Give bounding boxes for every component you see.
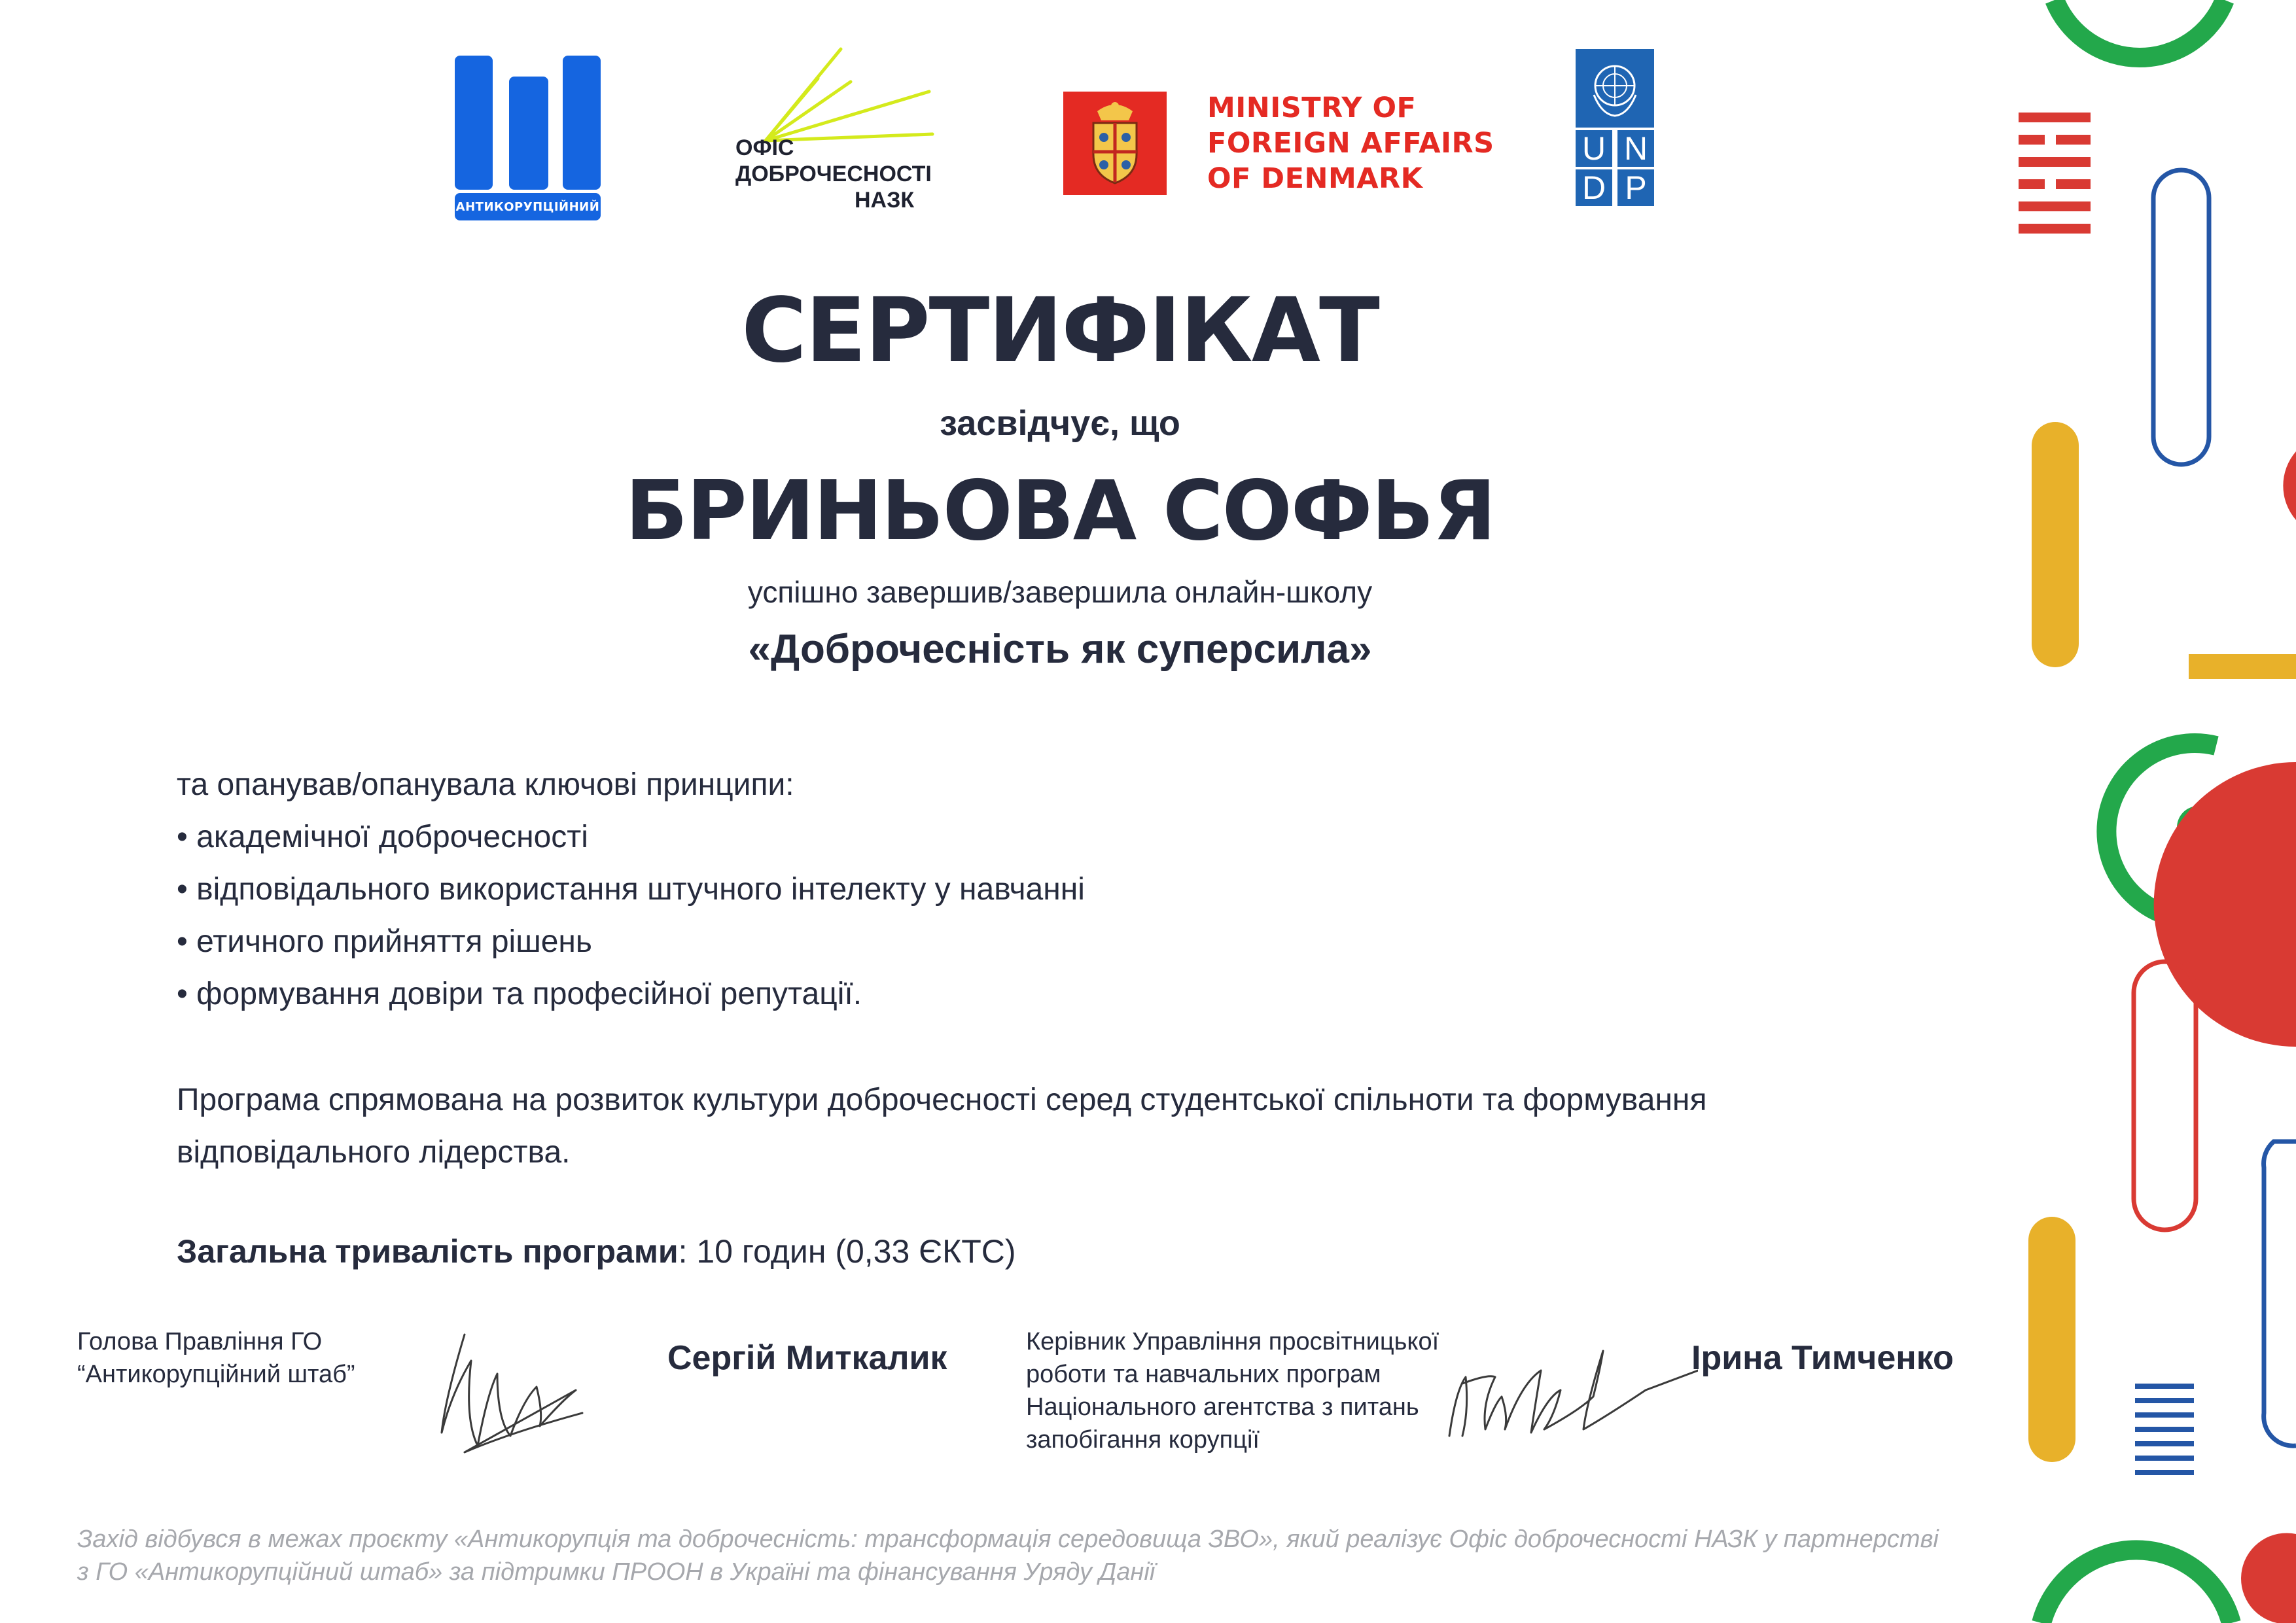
denmark-logo-line3: OF DENMARK <box>1207 162 1423 195</box>
signatory-name: Ірина Тимченко <box>1691 1339 1954 1377</box>
signatory-role-line: Голова Правління ГО <box>77 1328 323 1355</box>
project-footnote <box>77 1523 1949 1588</box>
denmark-mfa-logo <box>1063 92 1495 196</box>
signatory-role-line: роботи та навчальних програм <box>1026 1361 1381 1388</box>
red-bars-icon <box>2019 113 2091 234</box>
principle-item: • формування довіри та професійної репутації. <box>177 977 862 1011</box>
danish-coat-of-arms-icon <box>1063 92 1167 195</box>
principle-item: • академічної доброчесності <box>177 820 588 854</box>
decorative-geometric-border <box>2002 0 2296 1623</box>
denmark-logo-line1: MINISTRY OF <box>1207 92 1417 124</box>
signatory-role-line: Керівник Управління просвітницької <box>1026 1328 1439 1355</box>
office-logo-line1: ОФІС <box>735 135 794 160</box>
undp-logo <box>1576 49 1654 206</box>
logo-bar <box>509 77 548 190</box>
undp-letter: U <box>1576 130 1612 167</box>
footnote-line: Захід відбувся в межах проєкту «Антикорупція та доброчесність: трансформація середовища ЗВО», який реалізує Офіс доброчесності НАЗК у партнерстві <box>77 1526 1939 1553</box>
anticorruption-hq-logo <box>451 56 602 222</box>
signatory-role-line: Національного агентства з питань <box>1026 1393 1419 1421</box>
denmark-logo-line2: FOREIGN AFFAIRS <box>1207 127 1494 160</box>
blue-stripes-icon <box>2135 1384 2194 1475</box>
office-logo-line2: ДОБРОЧЕСНОСТІ <box>735 162 932 186</box>
signatory-name: Сергій Миткалик <box>667 1339 947 1377</box>
signatory-role-line: запобігання корупції <box>1026 1426 1260 1454</box>
program-aim-line: Програма спрямована на розвиток культури доброчесності серед студентської спільноти та формування <box>177 1083 1707 1117</box>
undp-letter: N <box>1617 130 1654 167</box>
certificate-body <box>177 759 1812 1179</box>
duration-value: : 10 годин (0,33 ЄКТС) <box>678 1233 1016 1270</box>
principle-item: • відповідального використання штучного інтелекту у навчанні <box>177 872 1085 907</box>
program-name: «Доброчесність як суперсила» <box>748 627 1372 672</box>
office-logo-line3: НАЗК <box>855 188 915 213</box>
certificate-title: СЕРТИФІКАТ <box>741 279 1379 383</box>
logo-bar <box>455 56 493 190</box>
principle-item: • етичного прийняття рішень <box>177 924 592 959</box>
footnote-line: з ГО «Антикорупційний штаб» за підтримки ПРООН в Україні та фінансування Уряду Данії <box>77 1558 1156 1586</box>
integrity-office-logo <box>726 43 949 222</box>
undp-letter: P <box>1617 169 1654 206</box>
signatory-role-line: “Антикорупційний штаб” <box>77 1361 355 1388</box>
signature-image <box>425 1321 595 1472</box>
principles-intro: та опанував/опанувала ключові принципи: <box>177 767 794 802</box>
un-emblem-icon <box>1576 49 1654 128</box>
signatory-role <box>77 1325 355 1391</box>
signature-image <box>1436 1338 1698 1449</box>
recipient-name: БРИНЬОВА СОФЬЯ <box>625 462 1495 559</box>
completion-text: успішно завершив/завершила онлайн-школу <box>747 575 1373 609</box>
sunburst-lines-icon <box>726 43 949 147</box>
anticorruption-logo-label: АНТИКОРУПЦІЙНИЙ <box>455 193 601 220</box>
certifies-text: засвідчує, що <box>940 404 1180 443</box>
program-duration <box>177 1235 1016 1268</box>
duration-label: Загальна тривалість програми <box>177 1233 679 1270</box>
undp-letter: D <box>1576 169 1612 206</box>
logo-bar <box>563 56 601 190</box>
signatory-role <box>1026 1325 1439 1456</box>
program-aim-line: відповідального лідерства. <box>177 1135 571 1170</box>
